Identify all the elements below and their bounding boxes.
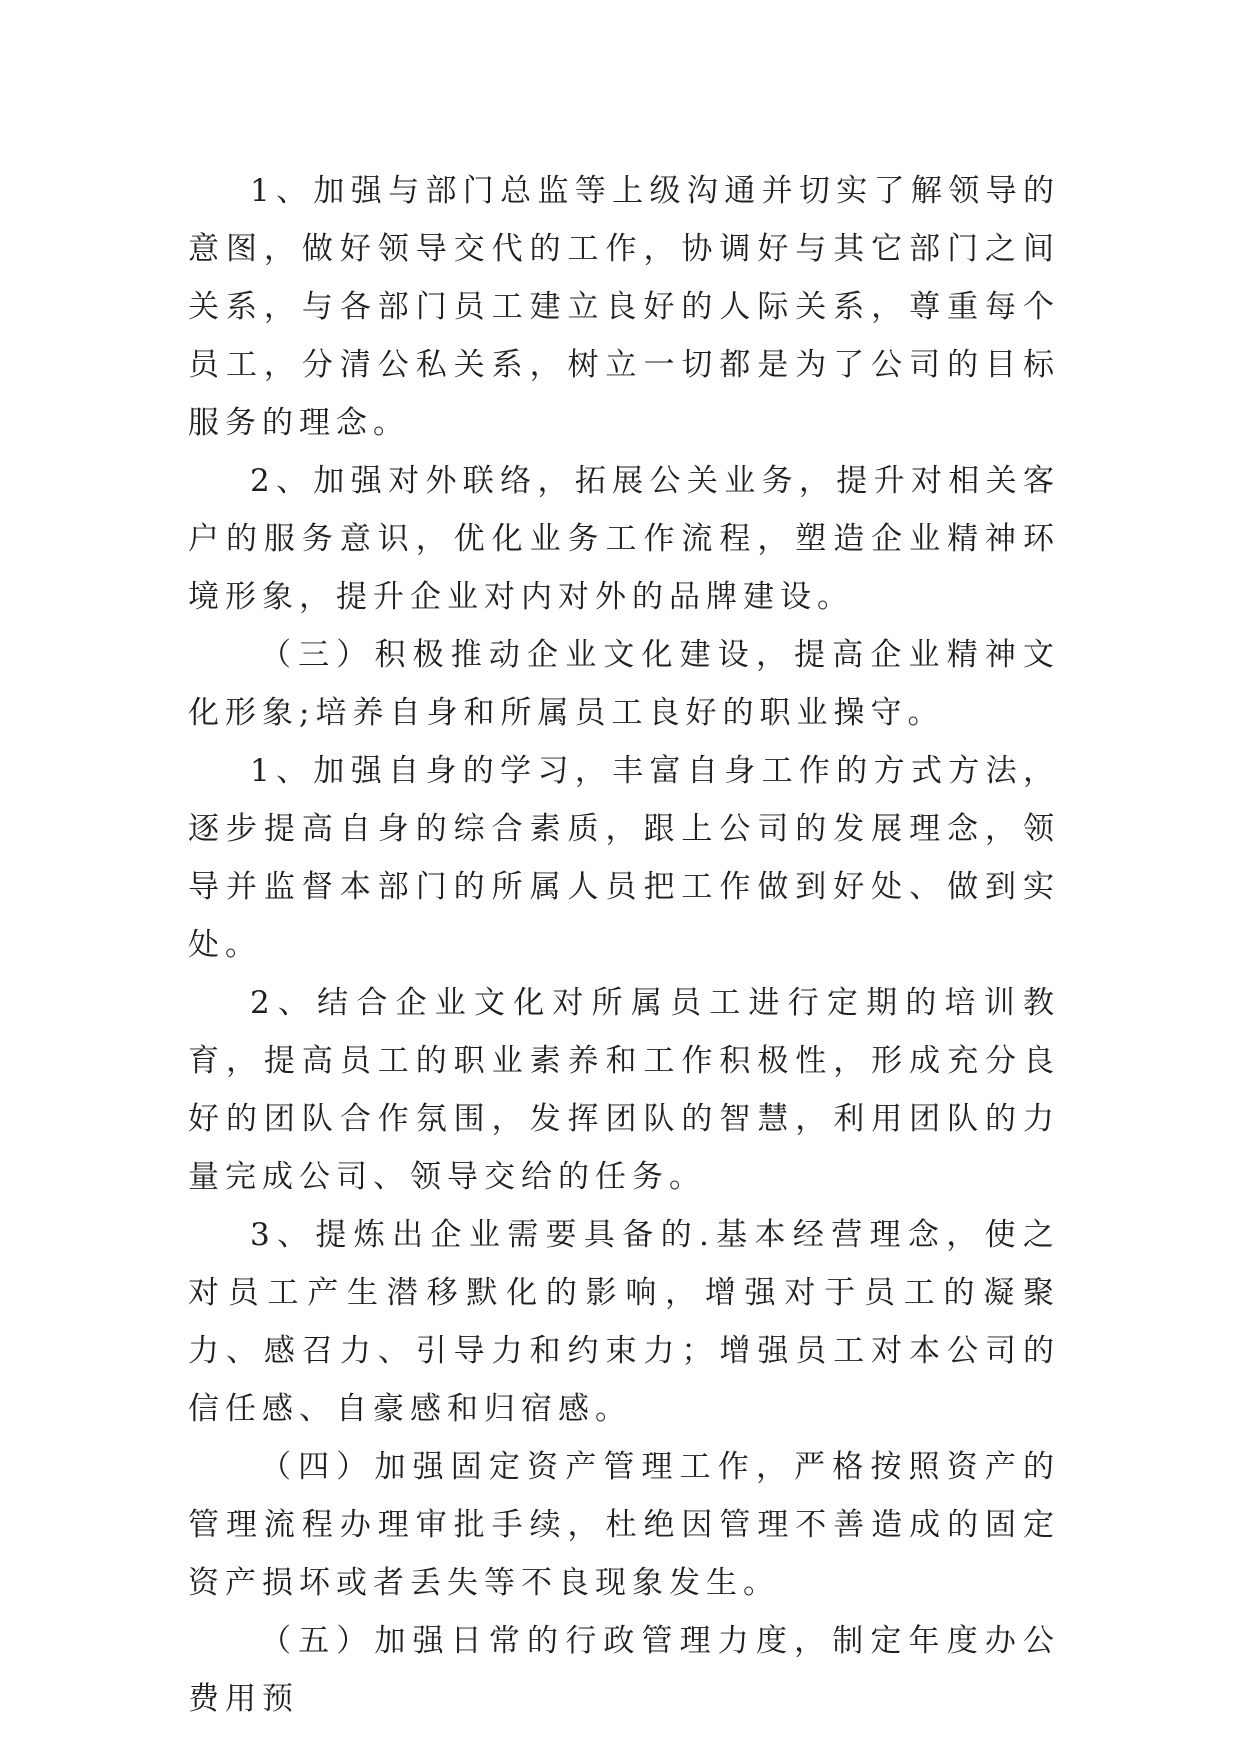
paragraph-item-1: 1、加强与部门总监等上级沟通并切实了解领导的意图，做好领导交代的工作，协调好与其它部门之间关系，与各部门员工建立良好的人际关系，尊重每个员工，分清公私关系，树立一切都是为了公司的目标服务的理念。 bbox=[188, 173, 1060, 441]
section-heading-five: （五）加强日常的行政管理力度，制定年度办公费用预 bbox=[188, 1623, 1060, 1717]
section-heading-four: （四）加强固定资产管理工作，严格按照资产的管理流程办理审批手续，杜绝因管理不善造成的固定资产损坏或者丢失等不良现象发生。 bbox=[188, 1449, 1060, 1601]
paragraph-item-4: 2、结合企业文化对所属员工进行定期的培训教育，提高员工的职业素养和工作积极性，形成充分良好的团队合作氛围，发挥团队的智慧，利用团队的力量完成公司、领导交给的任务。 bbox=[188, 985, 1060, 1195]
paragraph-item-5: 3、提炼出企业需要具备的.基本经营理念，使之对员工产生潜移默化的影响，增强对于员工的凝聚力、感召力、引导力和约束力；增强员工对本公司的信任感、自豪感和归宿感。 bbox=[188, 1217, 1060, 1427]
paragraph-item-2: 2、加强对外联络，拓展公关业务，提升对相关客户的服务意识，优化业务工作流程，塑造企业精神环境形象，提升企业对内对外的品牌建设。 bbox=[188, 463, 1060, 615]
section-heading-three: （三）积极推动企业文化建设，提高企业精神文化形象;培养自身和所属员工良好的职业操守。 bbox=[188, 637, 1060, 731]
paragraph-item-3: 1、加强自身的学习，丰富自身工作的方式方法，逐步提高自身的综合素质，跟上公司的发展理念，领导并监督本部门的所属人员把工作做到好处、做到实处。 bbox=[188, 753, 1060, 963]
document-body bbox=[188, 162, 1060, 1728]
